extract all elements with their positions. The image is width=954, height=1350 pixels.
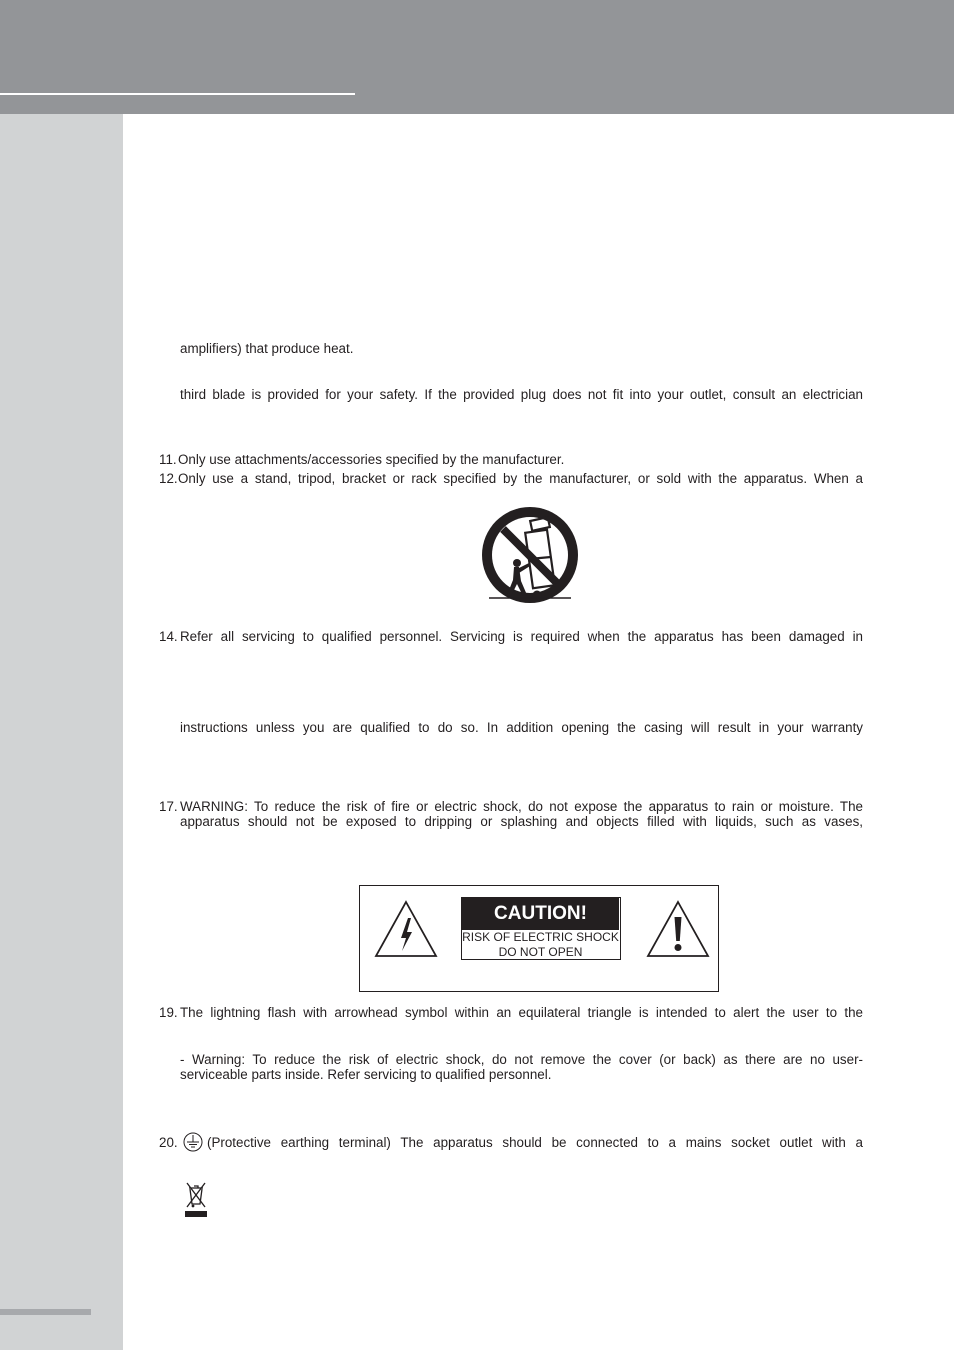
footer-rule — [0, 1309, 91, 1315]
weee-bin-icon — [184, 1180, 208, 1218]
warning-line-1: - Warning: To reduce the risk of electric shock, do not remove the cover (or back) as there are no user- — [180, 1052, 863, 1067]
side-panel — [0, 114, 123, 1350]
text-line-instructions: instructions unless you are qualified to do so. In addition opening the casing will result in your warranty — [180, 720, 863, 735]
item-17-line-2: apparatus should not be exposed to dripping or splashing and objects filled with liquids, such as vases, — [180, 814, 863, 829]
item-20-text: (Protective earthing terminal) The apparatus should be connected to a mains socket outlet with a — [207, 1135, 863, 1150]
item-19-number: 19. — [159, 1005, 178, 1020]
lightning-triangle-icon — [374, 899, 438, 959]
caution-title: CAUTION! — [462, 898, 619, 930]
item-19-text: The lightning flash with arrowhead symbol within an equilateral triangle is intended to alert the user to the — [180, 1005, 863, 1020]
protective-earth-icon — [183, 1132, 203, 1152]
caution-label — [461, 897, 621, 960]
cart-warning-icon — [481, 505, 579, 605]
item-20-number: 20. — [159, 1135, 178, 1150]
text-line-third-blade: third blade is provided for your safety. If the provided plug does not fit into your outlet, consult an electrician — [180, 387, 863, 402]
header-bar — [0, 0, 954, 114]
caution-risk-text: RISK OF ELECTRIC SHOCK — [462, 930, 619, 944]
text-line-amplifiers: amplifiers) that produce heat. — [180, 341, 354, 356]
caution-do-not-open-text: DO NOT OPEN — [498, 945, 583, 959]
item-11-text: Only use attachments/accessories specified by the manufacturer. — [178, 452, 565, 467]
exclamation-triangle-icon — [646, 899, 710, 959]
warning-line-2: serviceable parts inside. Refer servicing to qualified personnel. — [180, 1067, 552, 1082]
item-14-number: 14. — [159, 629, 178, 644]
item-17-number: 17. — [159, 799, 178, 814]
item-12-number: 12. — [159, 471, 178, 486]
item-11-number: 11. — [159, 452, 177, 467]
header-rule — [0, 93, 355, 95]
item-12-text: Only use a stand, tripod, bracket or rack specified by the manufacturer, or sold with the apparatus. When a — [178, 471, 863, 486]
item-14-text: Refer all servicing to qualified personnel. Servicing is required when the apparatus has been damaged in — [180, 629, 863, 644]
item-17-line-1: WARNING: To reduce the risk of fire or electric shock, do not expose the apparatus to rain or moisture. The — [180, 799, 863, 814]
